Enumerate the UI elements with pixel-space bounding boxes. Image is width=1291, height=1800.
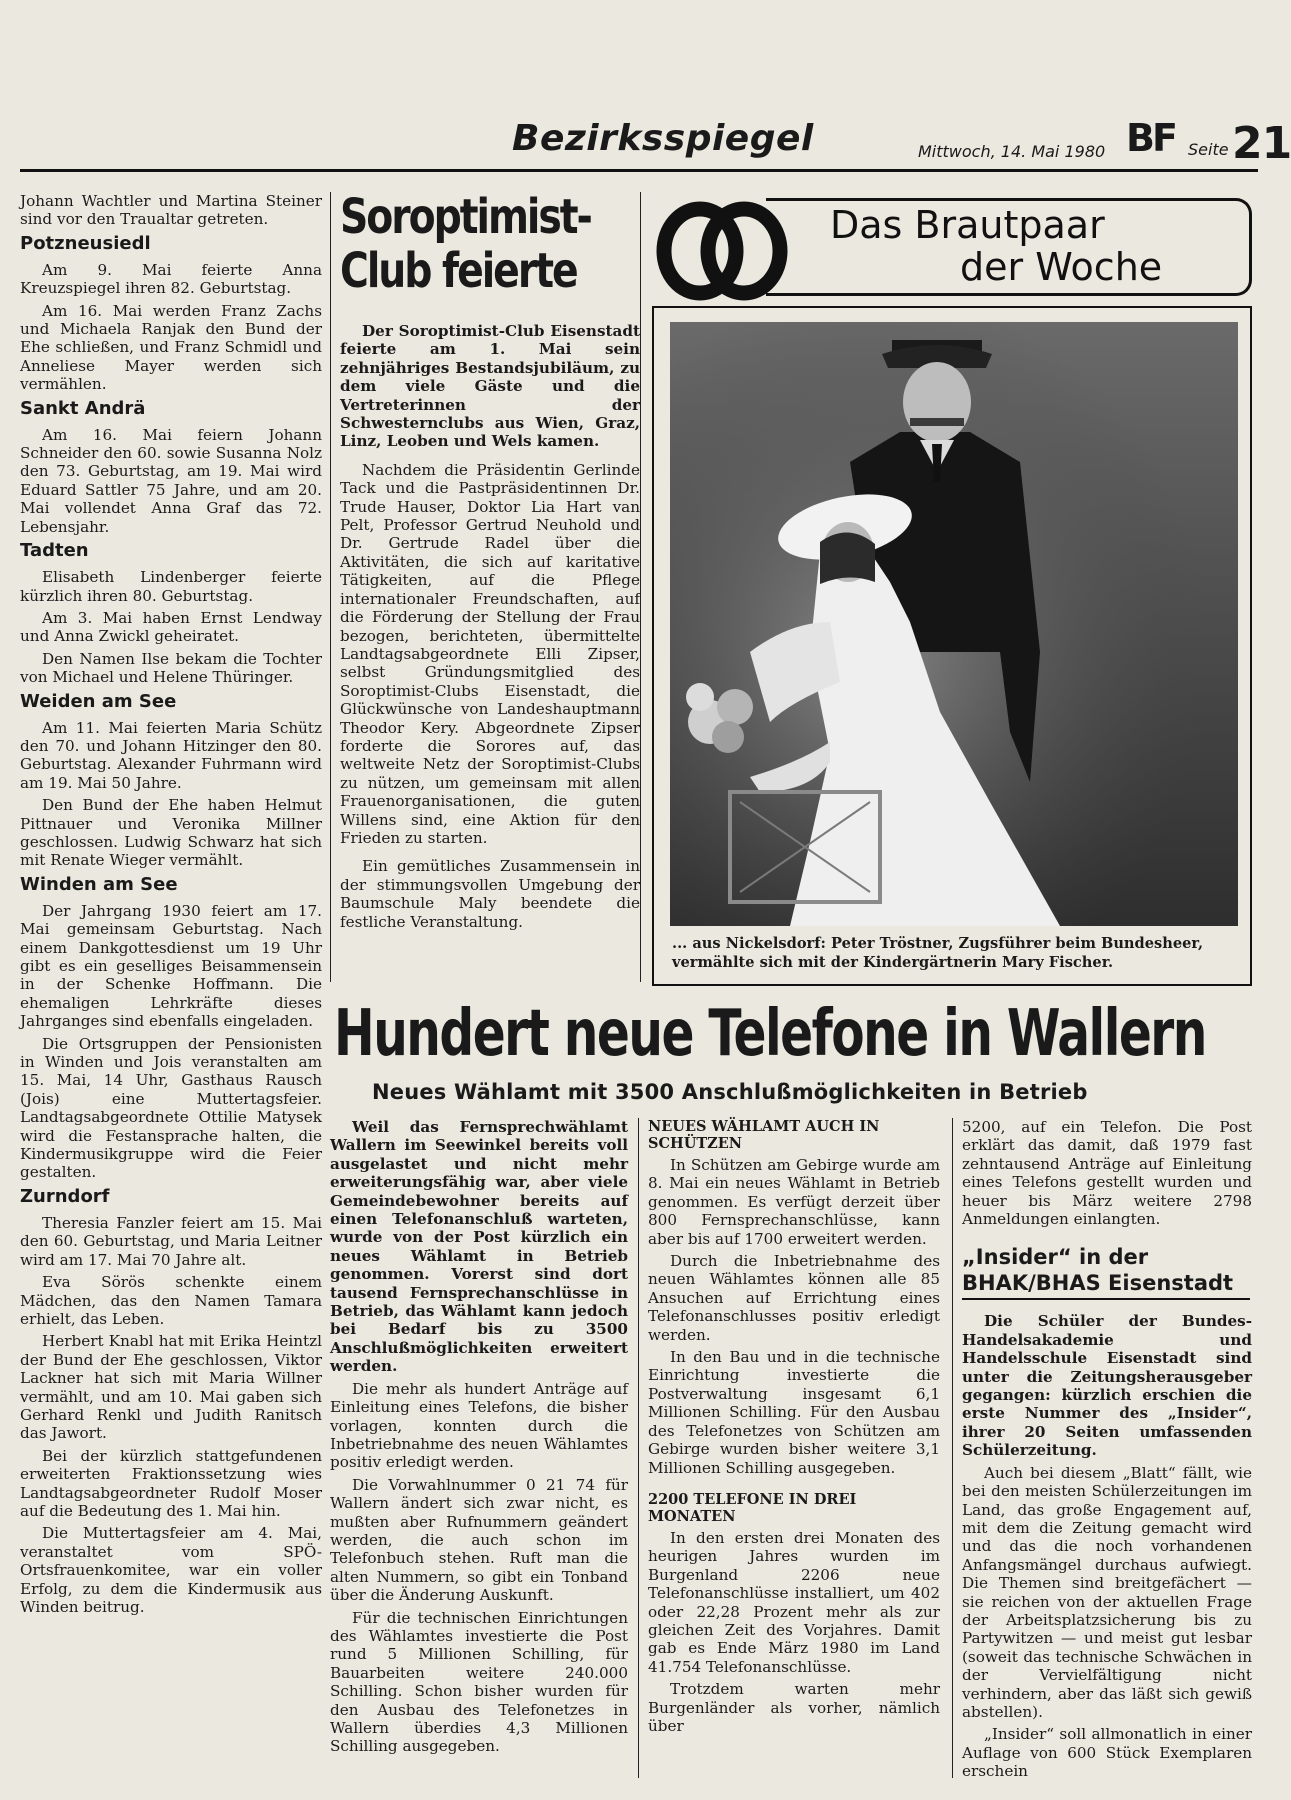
paragraph: Auch bei diesem „Blatt“ fällt, wie bei den meisten Schülerzeitungen im Land, das große Engagement auf, mit dem die Zeitung gemacht wird und das die noch vorhandenen Anfangsmängel durchaus aufwiegt. Die Themen sind breitgefächert — sie reichen von der aktuellen Frage der Arbeitsplatzsicherung bis zu Partywitzen — und meist gut lesbar (soweit das technische Schwächen in der Vervielfältigung nicht verhindern, aber das läßt sich gewiß abstellen). <box>962 1463 1252 1721</box>
paragraph: Trotzdem warten mehr Burgenländer als vorher, nämlich über <box>648 1680 940 1735</box>
article-lead: Der Soroptimist-Club Eisenstadt feierte am 1. Mai sein zehnjähriges Bestandsjubiläum, zu dem viele Gäste und die Vertreterinnen der Schwesternclubs aus Wien, Graz, Linz, Leoben und Wels kamen. <box>340 322 640 451</box>
paragraph: Den Bund der Ehe haben Helmut Pittnauer und Veronika Millner geschlossen. Ludwig Schwarz hat sich mit Renate Wieger vermählt. <box>20 796 322 870</box>
paragraph: Die Ortsgruppen der Pensionisten in Winden und Jois veranstalten am 15. Mai, 14 Uhr, Gasthaus Rausch (Jois) eine Muttertagsfeier. Landtagsabgeordnete Ottilie Matysek wird die Festansprache halten, die Kindermusikgruppe wird die Feier gestalten. <box>20 1034 322 1182</box>
paragraph: In Schützen am Gebirge wurde am 8. Mai ein neues Wählamt in Betrieb genommen. Es verfügt derzeit über 800 Fernsprechanschlüsse, kann aber bis auf 1700 erweitert werden. <box>648 1156 940 1248</box>
telefone-subheadline: Neues Wählamt mit 3500 Anschlußmöglichkeiten in Betrieb <box>372 1080 1088 1104</box>
column-divider <box>952 1118 953 1778</box>
heading-weiden-am-see: Weiden am See <box>20 690 177 712</box>
subheading: 2200 TELEFONE IN DREI MONATEN <box>648 1490 857 1525</box>
brautpaar-title <box>830 204 1162 288</box>
article-lead: Weil das Fernsprechwählamt Wallern im Seewinkel bereits voll ausgelastet und nicht mehr erweiterungsfähig war, aber viele Gemeindebewohner bereits auf einen Telefonanschluß warteten, wurde von der Post kürzlich ein neues Wählamt in Betrieb genommen. Vorerst sind dort tausend Fernsprechanschlüsse in Betrieb, das Wählamt kann jedoch bei Bedarf bis zu 3500 Anschlußmöglichkeiten erweitert werden. <box>330 1118 628 1376</box>
title-line: Das Brautpaar <box>830 203 1105 247</box>
column-divider <box>330 192 331 982</box>
telefone-column-3 <box>962 1118 1252 1785</box>
photo-caption: ... aus Nickelsdorf: Peter Tröstner, Zugsführer beim Bundesheer, vermählte sich mit der Kindergärtnerin Mary Fischer. <box>672 935 1204 971</box>
insider-headline <box>962 1244 1250 1300</box>
subheading: NEUES WÄHLAMT AUCH IN SCHÜTZEN <box>648 1118 880 1152</box>
paragraph: Bei der kürzlich stattgefundenen erweiterten Fraktionssetzung wies Landtagsabgeordneter Rudolf Moser auf die Bedeutung des 1. Mai hin. <box>20 1446 322 1520</box>
heading-sankt-andrae: Sankt Andrä <box>20 397 146 419</box>
telefone-headline: Hundert neue Telefone in Wallern <box>334 997 1206 1071</box>
column-divider <box>638 1118 639 1778</box>
paragraph: Die Muttertagsfeier am 4. Mai, veranstaltet vom SPÖ-Ortsfrauenkomitee, war ein voller Erfolg, zu dem die Kindermusik aus Winden beitrug. <box>20 1524 322 1616</box>
headline-line: Soroptimist- <box>340 189 591 245</box>
heading-tadten: Tadten <box>20 540 89 562</box>
wedding-photo <box>670 322 1238 926</box>
paragraph: Elisabeth Lindenberger feierte kürzlich ihren 80. Geburtstag. <box>20 568 322 605</box>
paragraph: Theresia Fanzler feiert am 15. Mai den 60. Geburtstag, und Maria Leitner wird am 17. Mai 70 Jahre alt. <box>20 1213 322 1269</box>
heading-potzneusiedl: Potzneusiedl <box>20 232 151 254</box>
paragraph: Eva Sörös schenkte einem Mädchen, das den Namen Tamara erhielt, das Leben. <box>20 1273 322 1328</box>
headline-line: BHAK/BHAS Eisenstadt <box>962 1271 1234 1296</box>
masthead <box>20 112 1291 172</box>
paragraph: Am 11. Mai feierten Maria Schütz den 70. und Johann Hitzinger den 80. Geburtstag. Alexander Fuhrmann wird am 19. Mai 50 Jahre. <box>20 718 322 792</box>
paragraph: Durch die Inbetriebnahme des neuen Wählamtes können alle 85 Ansuchen auf Errichtung eines Telefonanschlusses positiv erledigt werden. <box>648 1252 940 1344</box>
paragraph: Ein gemütliches Zusammensein in der stimmungsvollen Umgebung der Baumschule Maly beendete die festliche Veranstaltung. <box>340 857 640 931</box>
soroptimist-article <box>340 322 640 935</box>
column-divider <box>640 192 641 982</box>
paragraph: Am 3. Mai haben Ernst Lendway und Anna Zwickl geheiratet. <box>20 608 322 646</box>
page-number: 21 <box>1232 118 1291 169</box>
paragraph: Die Vorwahlnummer 0 21 74 für Wallern ändert sich zwar nicht, es mußten aber Rufnummern geändert werden, die auch schon im Telefonbuch stehen. Ruft man die alten Nummern, so gibt ein Tonband über die Änderung Auskunft. <box>330 1475 628 1605</box>
paragraph: „Insider“ soll allmonatlich in einer Auflage von 600 Stück Exemplaren erschein <box>962 1725 1252 1781</box>
telefone-column-1 <box>330 1118 628 1760</box>
paragraph: Für die technischen Einrichtungen des Wählamtes investierte die Post rund 5 Millionen Schilling, für Bauarbeiten weitere 240.000 Schilling. Schon bisher wurden für den Ausbau des Telefonetzes in Wallern überdies 4,3 Millionen Schilling ausgegeben. <box>330 1608 628 1756</box>
paragraph: 5200, auf ein Telefon. Die Post erklärt das damit, daß 1979 fast zehntausend Anträge auf Einleitung eines Telefons gestellt wurden und heuer bis März weitere 2798 Anmeldungen einlangten. <box>962 1118 1252 1229</box>
paragraph: Am 16. Mai feiern Johann Schneider den 60. sowie Susanna Nolz den 73. Geburtstag, am 19. Mai wird Eduard Sattler 75 Jahre, und am 20. Mai vollendet Anna Graf das 72. Lebensjahr. <box>20 425 322 536</box>
soroptimist-headline <box>340 189 591 299</box>
heading-winden-am-see: Winden am See <box>20 873 178 895</box>
issue-date: Mittwoch, 14. Mai 1980 <box>918 142 1106 161</box>
paragraph: In den ersten drei Monaten des heurigen Jahres wurden im Burgenland 2206 neue Telefonanschlüsse installiert, um 402 oder 22,28 Prozent mehr als zur gleichen Zeit des Vorjahres. Damit gab es Ende März 1980 im Land 41.754 Telefonanschlüsse. <box>648 1528 940 1676</box>
heading-zurndorf: Zurndorf <box>20 1185 110 1207</box>
headline-line: „Insider“ in der <box>962 1245 1149 1270</box>
paragraph: Nachdem die Präsidentin Gerlinde Tack und die Pastpräsidentinnen Dr. Trude Hauser, Doktor Lia Hart van Pelt, Professor Gertrud Neuhold und Dr. Gertrude Radel über die Aktivitäten, die sich auf karitative Tätigkeiten, auf die Pflege internationaler Freundschaften, auf die Förderung der Stellung der Frau bezogen, berichteten, übermittelte Landtagsabgeordnete Elli Zipser, selbst Gründungsmitglied des Soroptimist-Clubs Eisenstadt, die Glückwünsche von Landeshauptmann Theodor Kery. Abgeordnete Zipser forderte die Sorores auf, das weltweite Netz der Soroptimist-Clubs zu nützen, um gemeinsam mit allen Frauenorganisationen, die guten Willens sind, eine Aktion für den Frieden zu starten. <box>340 460 640 847</box>
telefone-column-2 <box>648 1118 940 1739</box>
title-line: der Woche <box>960 245 1163 289</box>
paragraph: Am 16. Mai werden Franz Zachs und Michaela Ranjak den Bund der Ehe schließen, und Franz Schmidl und Anneliese Mayer werden sich vermählen. <box>20 301 322 394</box>
paragraph: Herbert Knabl hat mit Erika Heintzl der Bund der Ehe geschlossen, Viktor Lackner hat sich mit Maria Willner vermählt, und am 10. Mai gaben sich Gerhard Renkl und Judith Ranitsch das Jawort. <box>20 1332 322 1443</box>
headline-line: Club feierte <box>340 243 577 299</box>
page-label: Seite <box>1188 140 1229 159</box>
article-lead: Die Schüler der Bundes-Handelsakademie und Handelsschule Eisenstadt sind unter die Zeitungsherausgeber gegangen: kürzlich erschien die erste Nummer des „Insider“, ihrer 20 Seiten umfassenden Schülerzeitung. <box>962 1312 1252 1460</box>
paragraph: In den Bau und in die technische Einrichtung investierte die Postverwaltung insgesamt 6,1 Millionen Schilling. Für den Ausbau des Telefonetzes von Schützen am Gebirge wurden bisher weitere 3,1 Millionen Schilling ausgegeben. <box>648 1348 940 1477</box>
paragraph: Den Namen Ilse bekam die Tochter von Michael und Helene Thüringer. <box>20 649 322 687</box>
paragraph: Der Jahrgang 1930 feiert am 17. Mai gemeinsam Geburtstag. Nach einem Dankgottesdienst um 19 Uhr gibt es ein geselliges Beisammensein in der Schenke Hoffmann. Die ehemaligen Lehrkräfte dieses Jahrganges sind ebenfalls eingeladen. <box>20 901 322 1031</box>
paragraph: Am 9. Mai feierte Anna Kreuzspiegel ihren 82. Geburtstag. <box>20 260 322 298</box>
local-news-column <box>20 192 322 1620</box>
section-name: Bezirksspiegel <box>512 118 814 159</box>
wedding-couple-photo-icon <box>670 322 1238 926</box>
local-news-intro: Johann Wachtler und Martina Steiner sind vor den Traualtar getreten. <box>20 192 322 229</box>
paragraph: Die mehr als hundert Anträge auf Einleitung eines Telefons, die bisher vorlagen, konnten durch die Inbetriebnahme des neuen Wählamtes positiv erledigt werden. <box>330 1379 628 1472</box>
newspaper-logo: BF <box>1126 116 1175 160</box>
